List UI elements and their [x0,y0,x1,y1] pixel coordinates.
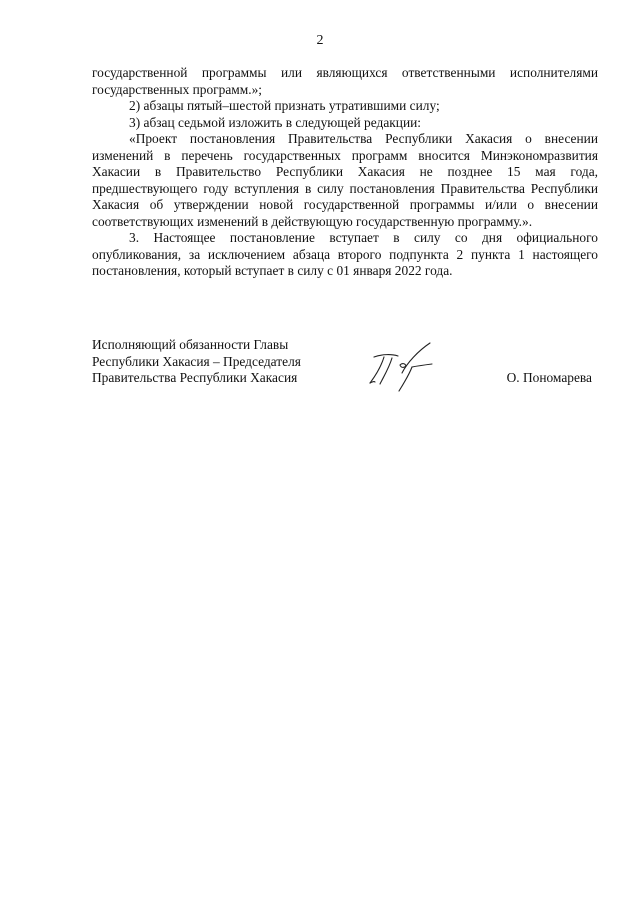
page-number: 2 [316,33,324,48]
handwritten-signature [362,341,442,393]
paragraph-item-2: 2) абзацы пятый–шестой признать утратившими силу; [129,98,440,113]
signer-title [92,337,301,387]
signer-title-line: Правительства Республики Хакасия [92,370,298,385]
signer-title-line: Исполняющий обязанности Главы [92,337,289,352]
paragraph-continuation: государственной программы или являющихся ответственными исполнителями государственных программ.»; [92,65,598,97]
paragraph-item-3: 3) абзац седьмой изложить в следующей редакции: [129,114,421,130]
document-body [92,65,598,280]
signer-name: О. Пономарева [506,370,592,385]
signature-block [92,337,598,397]
paragraph-quoted-text: «Проект постановления Правительства Республики Хакасия о внесении изменений в перечень государственных программ вносится Минэкономразвития Хакасии в Правительство Республики Хакасия не позднее 15 мая года, предшествующего году вступления в силу постановления Правительства Республики Хакасия об утверждении новой государственной программы и/или о внесении соответствующих изменений в действующую государственную программу.». [92,131,598,229]
paragraph-clause-3: 3. Настоящее постановление вступает в силу со дня официального опубликования, за исключением абзаца второго подпункта 2 пункта 1 настоящего постановления, который вступает в силу с 01 января 2022 года. [92,230,598,278]
signer-title-line: Республики Хакасия – Председателя [92,353,301,369]
